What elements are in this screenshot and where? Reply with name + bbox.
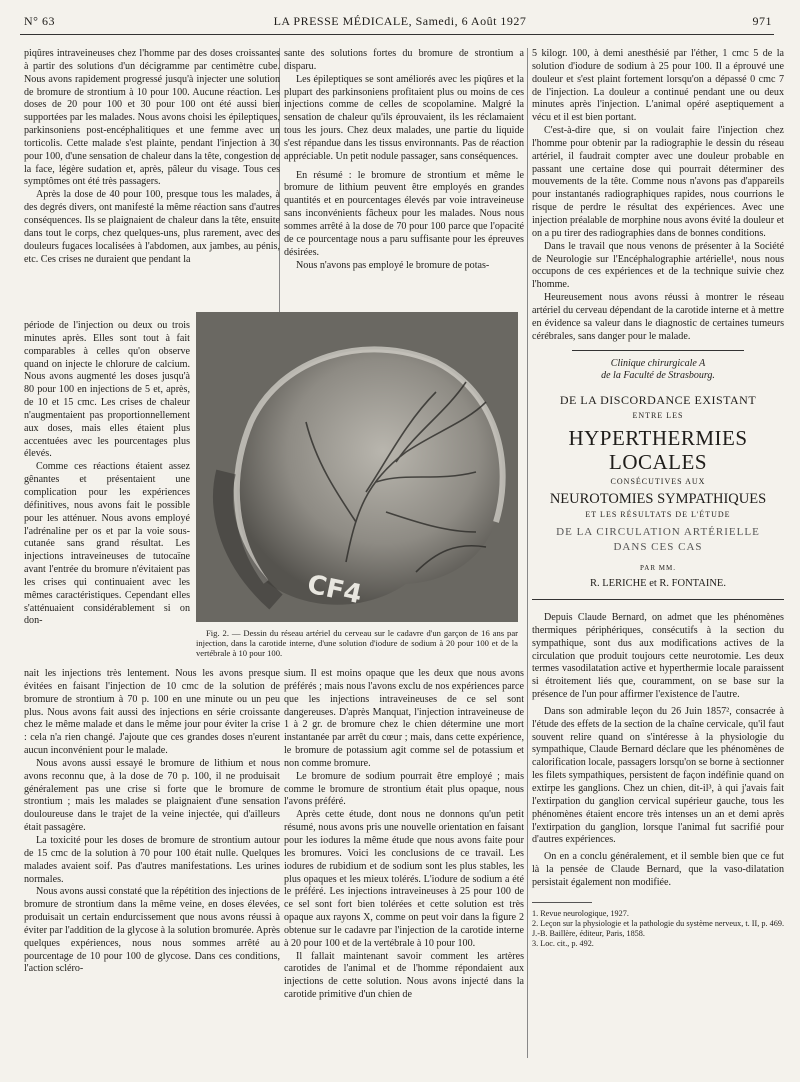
footnote: 3. Loc. cit., p. 492. bbox=[532, 938, 594, 948]
paragraph: Le bromure de sodium pourrait être employé ; mais comme le bromure de strontium était plus opaque, nous l'avons préféré. bbox=[284, 770, 524, 808]
article-title-line: DE LA DISCORDANCE EXISTANT bbox=[559, 393, 757, 408]
article-title-line: NEUROTOMIES SYMPATHIQUES bbox=[549, 490, 767, 507]
running-title: LA PRESSE MÉDICALE, Samedi, 6 Août 1927 bbox=[273, 14, 527, 28]
paragraph: sante des solutions fortes du bromure de strontium a disparu. bbox=[284, 48, 524, 72]
article-title-main: HYPERTHERMIES LOCALES bbox=[568, 426, 748, 475]
paragraph: Nous n'avons pas employé le bromure de potas- bbox=[296, 259, 490, 271]
figure-mark-text: CF4 bbox=[304, 569, 365, 611]
column-3 bbox=[532, 48, 784, 949]
page-number-right: 971 bbox=[752, 14, 772, 28]
paragraph: Les épileptiques se sont améliorés avec les piqûres et la plupart des parkinsoniens profitaient plus ou moins de ces injections comme de celles de scopolamine. Malgré la sensation de chaleur qu'ils éprouvaient, ils les réclamaient tous les jours. Chez deux malades, une partie du liquide s'est répandue dans les tissus environnants. Pas de réaction appréciable. Un petit nodule passager, sans conséquences. bbox=[284, 73, 524, 162]
skull-radiograph-image bbox=[196, 312, 518, 622]
footnote: 2. Leçon sur la physiologie et la pathologie du système nerveux, t. II, p. 469. J.-B. Baillère, éditeur, Paris, 1858. bbox=[532, 918, 784, 938]
section-rule bbox=[532, 599, 784, 600]
footnote-rule bbox=[532, 902, 592, 903]
paragraph: En résumé : le bromure de strontium et même le bromure de lithium peuvent être employés en grandes quantités et en pourcentages élevés par voie intraveineuse sans inconvénients fâcheux pour les malades. Nous nous sommes arrêté à la dose de 70 pour 100 parce que l'opacité de ce pourcentage nous a paru suffisante pour les épreuves désirées. bbox=[284, 169, 524, 258]
paragraph: C'est-à-dire que, si on voulait faire l'injection chez l'homme pour obtenir par la radiographie le dessin du réseau artériel, il faudrait compter avec une douleur probable en passant une certaine dose qui pourrait déterminer des mouvements de la tête. Comme nous n'avons pas d'appareils pour instantanés radiographiques rapides, nous courrions le risque de perdre le résultat des expériences. Avec une injection préalable de morphine nous avons évité la douleur et on a pu tirer des radiographies dans de bonnes conditions. bbox=[532, 125, 784, 239]
paragraph: Il fallait maintenant savoir comment les artères carotides de l'animal et de l'homme répondaient aux injections de cette solution. Nous avons injecté dans la carotide primitive d'un chien de bbox=[284, 950, 524, 1001]
column-2-bottom bbox=[284, 668, 524, 1002]
paragraph: piqûres intraveineuses chez l'homme par des doses croissantes à partir des solutions d'un décigramme par centimètre cube. Nous avons rapidement progressé jusqu'à injecter une solution de bromure de strontium à 10 pour 100. Aucune réaction. Les doses de 20 pour 100 et 30 pour 100 ont été aussi bien supportées par les malades. Nous avons choisi les épileptiques, parkinsoniens post-encéphalitiques et une femme avec un torticolis. Cette malade s'est plainte, pendant l'injection à 30 pour 100, d'une sensation de chaleur dans la tête, congestion de la face, légère sudation et, après, pâleur du visage. Tous ces symptômes ont été très passagers. bbox=[24, 48, 280, 188]
paragraph: Après cette étude, dont nous ne donnons qu'un petit résumé, nous avons pris une nouvelle orientation en faisant pour les iodures la même étude que nous avons faite pour les bromures. Voici les conclusions de ce travail. Les iodures de rubidium et de sodium sont les plus stables, les plus opaques et les mieux tolérés. L'iodure de sodium a été le préféré. Les injections intraveineuses à 25 pour 100 de ce sel sont fort bien tolérées et cette solution est très opaque aux rayons X, comme on peut voir dans la figure 2 obtenue sur le cadavre par l'injection de la carotide interne à 20 pour 100 et de la vertébrale à 10 pour 100. bbox=[284, 809, 524, 949]
article-title-line: DANS CES CAS bbox=[613, 541, 703, 554]
column-1-narrow bbox=[24, 320, 190, 628]
paragraph: période de l'injection ou deux ou trois minutes après. Elles sont tout à fait comparables à celles qu'on observe quand on injecte le chlorure de calcium. Nous avons augmenté les doses jusqu'à 80 pour 100 en injections de 5 et, après, de 10 et 15 cmc. Les crises de chaleur n'augmentaient pas proportionnellement aux doses, mais elles étaient plus accentuées avec les pourcentages plus élevés. bbox=[24, 320, 190, 460]
page-number-left: N° 63 bbox=[24, 14, 55, 28]
faculty-name: de la Faculté de Strasbourg. bbox=[601, 370, 715, 382]
paragraph: Dans son admirable leçon du 26 Juin 1857², consacrée à l'étude des effets de la section de la chaîne cervicale, qu'il faut souvent relire quand on s'intéresse à la physiologie du sympathique, Claude Bernard déclare que les phénomènes de calorification locale, passagers lorsqu'on se borne à sectionner les filets sympathiques, persistent de façon indéfinie quand on extirpe les ganglions. Chez un chien, dit-il³, à qui j'avais fait l'extirpation du ganglion cervical supérieur gauche, tous les phénomènes étaient encore très intenses un an et demi après l'extirpation du ganglion, lorsque l'animal fut sacrifié pour d'autres expériences. bbox=[532, 705, 784, 846]
article-title-line: ET LES RÉSULTATS DE L'ÉTUDE bbox=[585, 509, 731, 519]
article-title-line: DE LA CIRCULATION ARTÉRIELLE bbox=[556, 525, 760, 538]
column-1-bottom bbox=[24, 668, 280, 976]
paragraph: Comme ces réactions étaient assez gênantes et présentaient une complication pour les expériences définitives, nous avons fait le possible pour les atténuer. Nous avons employé l'adrénaline per os et par la voie sous-cutanée sans grand résultat. Les injections intraveineuses de tutocaïne avant l'entrée du bromure n'évitaient pas les crises qui continuaient avec les mêmes caractéristiques. Cependant elles s'atténuaient considérablement si on don- bbox=[24, 461, 190, 627]
clinic-name: Clinique chirurgicale A bbox=[610, 358, 706, 370]
paragraph: Nous avons aussi essayé le bromure de lithium et nous avons reconnu que, à la dose de 70 p. 100, il ne produisait généralement pas une crise si forte que le bromure de strontium ; mais les malades se plaignaient d'une sensation douloureuse dans le trajet de la veine injectée, qui d'ailleurs était passagère. bbox=[24, 757, 280, 834]
paragraph: 5 kilogr. 100, à demi anesthésié par l'éther, 1 cmc 5 de la solution d'iodure de sodium à 25 pour 100. Il a éprouvé une douleur et s'est plaint fortement lorsqu'on a dépassé 0 cmc 7 de l'injection. La douleur a continué pendant une ou deux minutes après l'injection. L'animal opéré aseptiquement a vécu et il est bien portant. bbox=[532, 48, 784, 124]
column-rule bbox=[527, 48, 528, 1058]
authors: R. LERICHE et R. FONTAINE. bbox=[590, 578, 726, 590]
paragraph: nait les injections très lentement. Nous les avons presque évitées en faisant l'injection de 10 cmc de la solution de bromure de strontium à 70 p. 100 en une minute ou un peu plus. Nous avons fait aussi des injections en série croissante chez le même malade et dans le même jour pour éviter la crise : cela n'a rien changé. J'ajoute que ces grandes doses n'eurent aucun inconvénient pour le malade. bbox=[24, 668, 280, 757]
section-rule bbox=[572, 350, 744, 351]
by-label: PAR MM. bbox=[640, 564, 676, 573]
article-title-line: CONSÉCUTIVES AUX bbox=[610, 477, 706, 487]
paragraph: Après la dose de 40 pour 100, presque tous les malades, à des degrés divers, ont manifesté la même réaction sans d'autres conséquences. Ils se plaignaient de chaleur dans la tête, ensuite dans tout le corps, chez quelques-uns, plus rarement, avec des douleurs fugaces localisées à l'abdomen, aux jambes, au pénis, etc. Ces crises ne duraient que pendant la bbox=[24, 189, 280, 265]
paragraph: La toxicité pour les doses de bromure de strontium autour de 15 cmc de la solution à 70 pour 100 était nulle. Quelques malades avaient soif. Pas d'autres manifestations. Les urines normales. bbox=[24, 834, 280, 885]
paragraph: Heureusement nous avons réussi à montrer le réseau artériel du cerveau dépendant de la carotide interne et à mettre en évidence sa valeur dans le diagnostic de certaines tumeurs cérébrales, sans danger pour le malade. bbox=[532, 292, 784, 342]
radiograph-figure bbox=[196, 312, 518, 622]
paragraph: Dans le travail que nous venons de présenter à la Société de Neurologie sur l'Encéphalographie artérielle¹, nous nous occupons de ces expériences et de la technique suivie chez l'homme. bbox=[532, 240, 784, 291]
column-1-top bbox=[24, 48, 280, 266]
paragraph: sium. Il est moins opaque que les deux que nous avons préférés ; mais nous l'avons exclu de nos expériences parce que les injections intraveineuses de ce sel sont dangereuses. D'après Manquat, l'injection intraveineuse de 1 à 2 gr. de bromure chez le chien détermine une mort instantanée par arrêt du cœur ; mais, dans cette expérience, le bromure de potassium agit comme sel de potassium et non comme bromure. bbox=[284, 668, 524, 769]
paragraph: Nous avons aussi constaté que la répétition des injections de bromure de strontium dans la même veine, en doses élevées, produisait un certain endurcissement que nous avons réussi à éviter par l'addition de la glycose à la solution bromurée. Après quelques expériences, nous nous sommes arrêté au pourcentage de 10 pour 100 de glycose. Dans ces conditions, l'action scléro- bbox=[24, 886, 280, 975]
figure-caption: Fig. 2. — Dessin du réseau artériel du cerveau sur le cadavre d'un garçon de 16 ans par injection, dans la carotide interne, d'une solution d'iodure de sodium à 20 pour 100 et de la vertébrale à 10 pour 100. bbox=[196, 628, 518, 658]
paragraph: On en a conclu généralement, et il semble bien que ce fut là la pensée de Claude Bernard, que la vaso-dilatation persistait également non modifiée. bbox=[532, 851, 784, 888]
footnote: 1. Revue neurologique, 1927. bbox=[532, 908, 629, 918]
column-2-top bbox=[284, 48, 524, 272]
article-title-line: ENTRE LES bbox=[632, 411, 684, 421]
paragraph: Depuis Claude Bernard, on admet que les phénomènes thermiques périphériques, consécutifs à la section du sympathique, sont dus aux modifications actives de la circulation que produit toujours cette neurotomie. Les deux termes vasodilatation active et hyperthermie locale paraissent si étroitement liés que, couramment, on se base sur la présence de l'un pour affirmer l'existence de l'autre. bbox=[532, 612, 784, 701]
header-rule bbox=[20, 34, 774, 35]
